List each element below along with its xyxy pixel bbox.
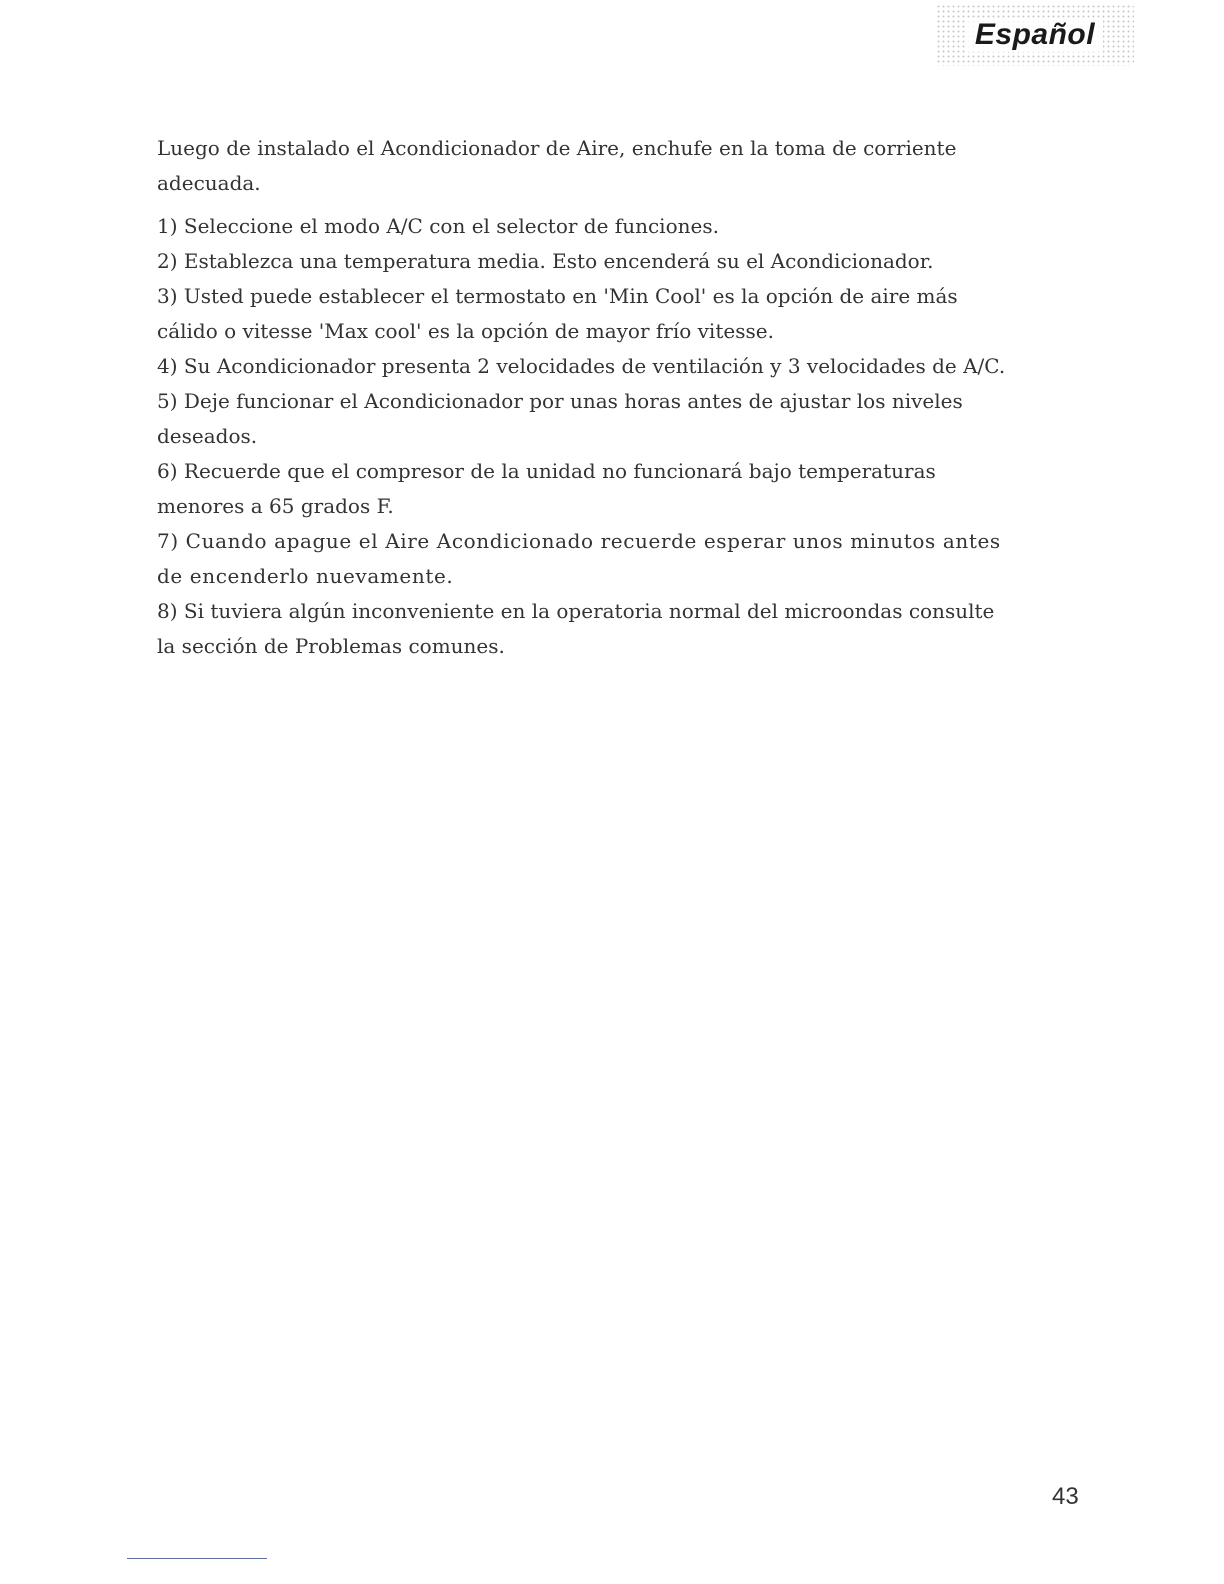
- footer-rule: [127, 1558, 267, 1559]
- instruction-item-7: 7) Cuando apague el Aire Acondicionado recuerde esperar unos minutos antes de encenderlo nuevamente.: [157, 529, 1001, 588]
- instruction-item-2: 2) Establezca una temperatura media. Esto encenderá su el Acondicionador.: [157, 249, 934, 273]
- intro-paragraph: Luego de instalado el Acondicionador de Aire, enchufe en la toma de corriente adecuada.: [157, 136, 957, 195]
- instruction-item-1: 1) Seleccione el modo A/C con el selector de funciones.: [157, 214, 719, 238]
- instruction-item-4: 4) Su Acondicionador presenta 2 velocidades de ventilación y 3 velocidades de A/C.: [157, 354, 1006, 378]
- language-badge: [936, 4, 1134, 66]
- instruction-item-3: 3) Usted puede establecer el termostato en 'Min Cool' es la opción de aire más cálido o vitesse 'Max cool' es la opción de mayor frío vitesse.: [157, 284, 958, 343]
- instructions-body: [157, 131, 1007, 664]
- instruction-item-6: 6) Recuerde que el compresor de la unidad no funcionará bajo temperaturas menores a 65 grados F.: [157, 459, 936, 518]
- instruction-item-8: 8) Si tuviera algún inconveniente en la operatoria normal del microondas consulte la sección de Problemas comunes.: [157, 599, 995, 658]
- instruction-item-5: 5) Deje funcionar el Acondicionador por unas horas antes de ajustar los niveles deseados.: [157, 389, 963, 448]
- page-number: 43: [1052, 1483, 1079, 1510]
- language-label: Español: [967, 18, 1103, 52]
